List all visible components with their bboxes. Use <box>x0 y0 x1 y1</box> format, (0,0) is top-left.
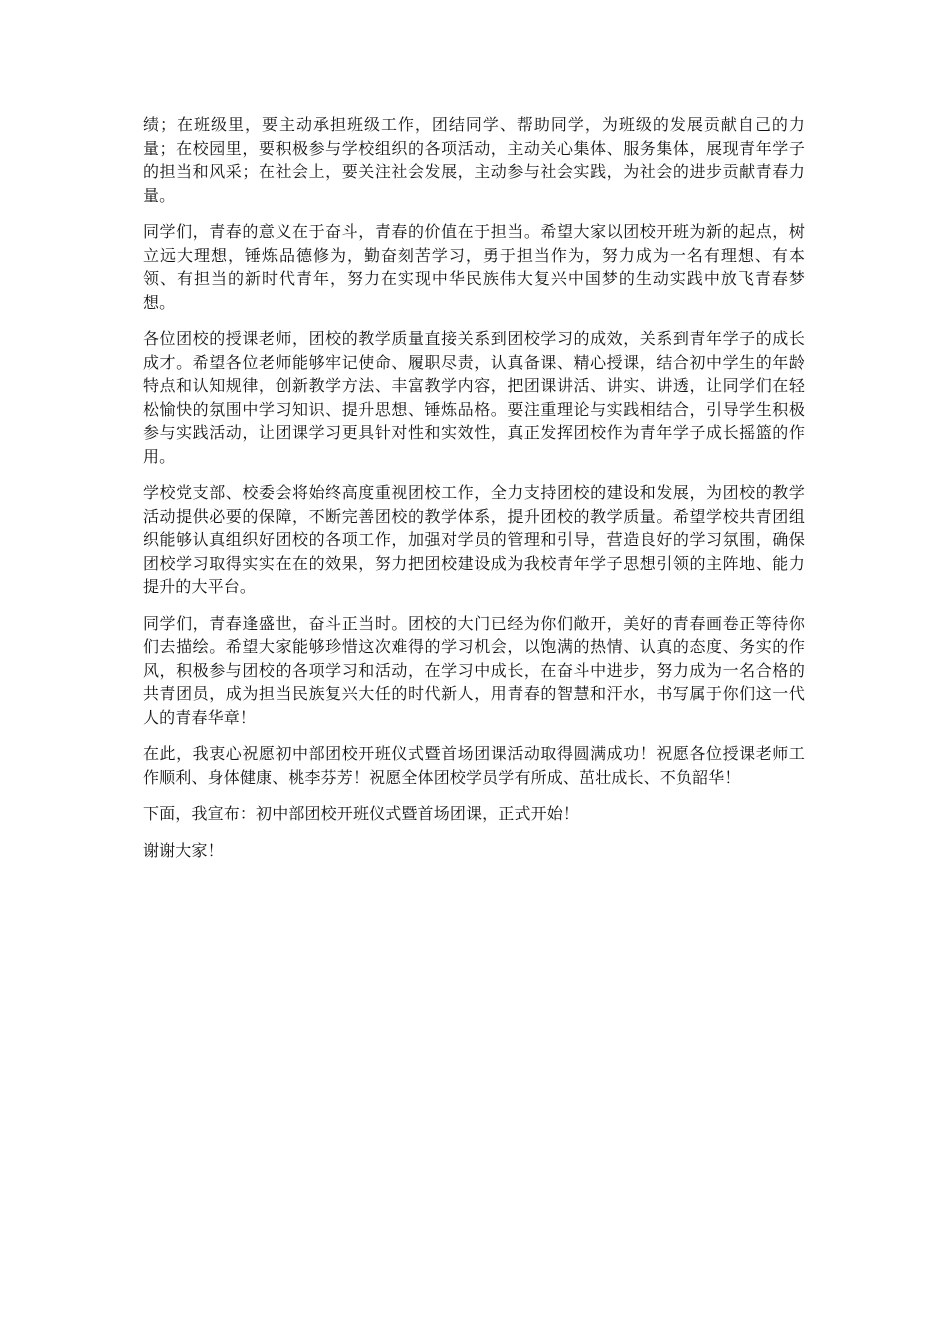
paragraph-announcement: 下面，我宣布：初中部团校开班仪式暨首场团课，正式开始！ <box>143 804 580 823</box>
paragraph-wishes: 在此，我衷心祝愿初中部团校开班仪式暨首场团课活动取得圆满成功！祝愿各位授课老师工作顺利、身体健康、桃李芬芳！祝愿全体团校学员学有所成、茁壮成长、不负韶华！ <box>143 744 805 787</box>
document-body <box>143 113 805 875</box>
paragraph-youth-meaning: 同学们，青春的意义在于奋斗，青春的价值在于担当。希望大家以团校开班为新的起点，树立远大理想，锤炼品德修为，勤奋刻苦学习，勇于担当作为，努力成为一名有理想、有本领、有担当的新时代青年，努力在实现中华民族伟大复兴中国梦的生动实践中放飞青春梦想。 <box>143 222 805 312</box>
paragraph-duties: 绩；在班级里，要主动承担班级工作，团结同学、帮助同学，为班级的发展贡献自己的力量；在校园里，要积极参与学校组织的各项活动，主动关心集体、服务集体，展现青年学子的担当和风采；在社会上，要关注社会发展，主动参与社会实践，为社会的进步贡献青春力量。 <box>143 115 805 205</box>
paragraph-encouragement: 同学们，青春逢盛世，奋斗正当时。团校的大门已经为你们敞开，美好的青春画卷正等待你们去描绘。希望大家能够珍惜这次难得的学习机会，以饱满的热情、认真的态度、务实的作风，积极参与团校的各项学习和活动，在学习中成长，在奋斗中进步，努力成为一名合格的共青团员，成为担当民族复兴大任的时代新人，用青春的智慧和汗水，书写属于你们这一代人的青春华章！ <box>143 613 805 727</box>
paragraph-teachers: 各位团校的授课老师，团校的教学质量直接关系到团校学习的成效，关系到青年学子的成长成才。希望各位老师能够牢记使命、履职尽责，认真备课、精心授课，结合初中学生的年龄特点和认知规律，创新教学方法、丰富教学内容，把团课讲活、讲实、讲透，让同学们在轻松愉快的氛围中学习知识、提升思想、锤炼品格。要注重理论与实践相结合，引导学生积极参与实践活动，让团课学习更具针对性和实效性，真正发挥团校作为青年学子成长摇篮的作用。 <box>143 329 805 466</box>
paragraph-thanks: 谢谢大家！ <box>143 840 224 860</box>
paragraph-school-support: 学校党支部、校委会将始终高度重视团校工作，全力支持团校的建设和发展，为团校的教学活动提供必要的保障，不断完善团校的教学体系，提升团校的教学质量。希望学校共青团组织能够认真组织好团校的各项工作，加强对学员的管理和引导，营造良好的学习氛围，确保团校学习取得实实在在的效果，努力把团校建设成为我校青年学子思想引领的主阵地、能力提升的大平台。 <box>143 483 805 596</box>
